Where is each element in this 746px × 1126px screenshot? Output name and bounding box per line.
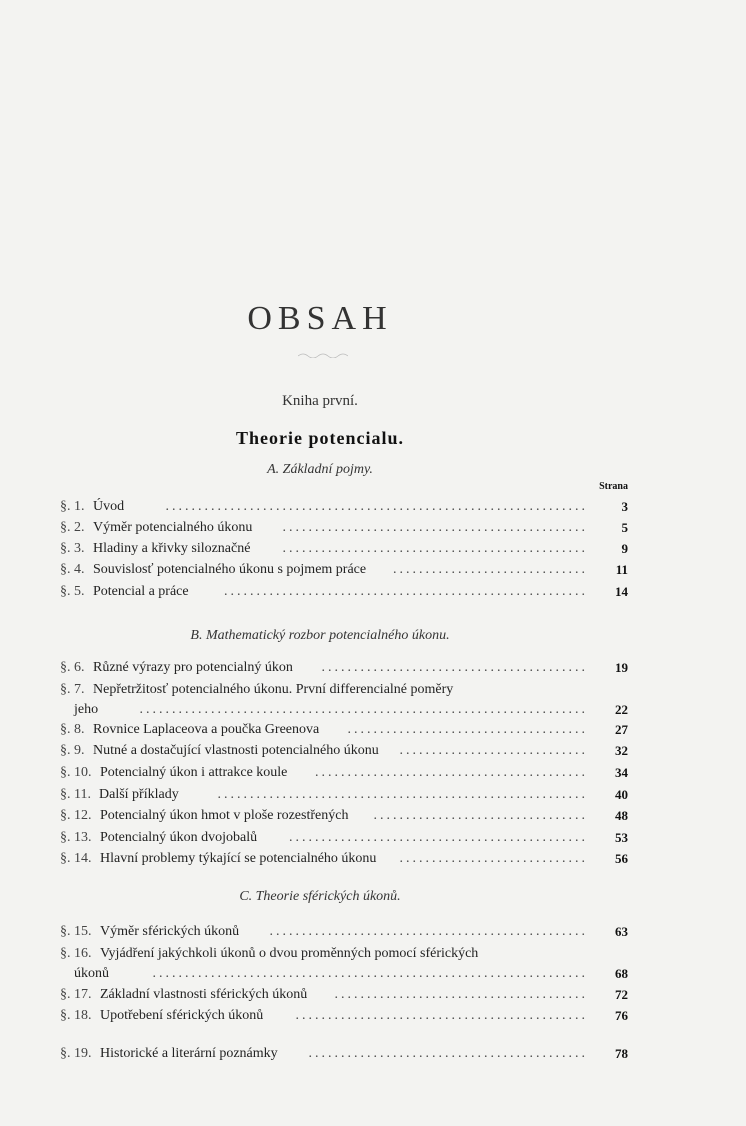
entry-title-continuation: jeho xyxy=(74,702,99,717)
dot-leader: ........................................... xyxy=(308,1046,588,1061)
dot-leader: .............................................. xyxy=(289,830,588,845)
entry-page: 63 xyxy=(615,924,628,939)
toc-entry xyxy=(60,680,628,700)
section-heading-a: A. Základní pojmy. xyxy=(267,462,373,477)
dot-leader: ..................................................................... xyxy=(139,702,588,717)
entry-page: 5 xyxy=(621,520,628,535)
dot-leader: ................................................................. xyxy=(165,499,588,514)
entry-page: 68 xyxy=(615,966,628,981)
entry-title: Upotřebení sférických úkonů xyxy=(100,1008,264,1023)
entry-title: Další příklady xyxy=(99,787,179,802)
dot-leader: .............................. xyxy=(393,562,588,577)
toc-entry xyxy=(60,741,628,761)
entry-number: §. 16. xyxy=(60,946,92,961)
entry-number: §. 10. xyxy=(60,765,92,780)
entry-page: 11 xyxy=(615,562,628,577)
toc-entry xyxy=(60,806,628,826)
toc-entry xyxy=(60,720,628,740)
entry-page: 32 xyxy=(615,743,628,758)
entry-title: Hlavní problemy týkající se potencialného úkonu xyxy=(100,851,377,866)
entry-number: §. 8. xyxy=(60,722,85,737)
entry-title: Rovnice Laplaceova a poučka Greenova xyxy=(93,722,320,737)
entry-title: Výměr sférických úkonů xyxy=(100,924,240,939)
page-column-label: Strana xyxy=(599,481,628,492)
part-title: Theorie potencialu. xyxy=(236,428,404,448)
entry-page: 22 xyxy=(615,702,628,717)
entry-number: §. 13. xyxy=(60,830,92,845)
dot-leader: ................................................................... xyxy=(152,966,588,981)
section-heading-b: B. Mathematický rozbor potencialného úkonu. xyxy=(190,628,450,643)
dot-leader: ............................................... xyxy=(282,541,588,556)
page-title: OBSAH xyxy=(247,300,393,337)
entry-title: Potencialný úkon i attrakce koule xyxy=(100,765,288,780)
entry-page: 34 xyxy=(615,765,628,780)
toc-entry xyxy=(60,944,628,964)
toc-entry xyxy=(60,658,628,678)
entry-page: 56 xyxy=(615,851,628,866)
toc-entry-continuation xyxy=(74,964,628,984)
dot-leader: ......................................... xyxy=(321,660,588,675)
entry-page: 48 xyxy=(615,808,628,823)
entry-title: Různé výrazy pro potencialný úkon xyxy=(93,660,293,675)
toc-entry xyxy=(60,560,628,580)
entry-number: §. 7. xyxy=(60,682,85,697)
toc-entry xyxy=(60,582,628,602)
entry-number: §. 3. xyxy=(60,541,85,556)
entry-page: 40 xyxy=(615,787,628,802)
entry-number: §. 15. xyxy=(60,924,92,939)
dot-leader: ................................. xyxy=(373,808,588,823)
dot-leader: .......................................... xyxy=(315,765,588,780)
toc-entry xyxy=(60,828,628,848)
entry-title: Souvislosť potencialného úkonu s pojmem práce xyxy=(93,562,367,577)
entry-page: 27 xyxy=(615,722,628,737)
toc-entry-continuation xyxy=(74,700,628,720)
dot-leader: ........................................................ xyxy=(224,584,588,599)
entry-title: Vyjádření jakýchkoli úkonů o dvou proměnných pomocí sférických xyxy=(100,946,479,961)
entry-number: §. 19. xyxy=(60,1046,92,1061)
toc-entry xyxy=(60,763,628,783)
entry-number: §. 18. xyxy=(60,1008,92,1023)
entry-title: Základní vlastnosti sférických úkonů xyxy=(100,987,308,1002)
dot-leader: ............................. xyxy=(399,743,588,758)
entry-number: §. 9. xyxy=(60,743,85,758)
entry-page: 19 xyxy=(615,660,628,675)
entry-page: 9 xyxy=(621,541,628,556)
entry-title: Úvod xyxy=(93,499,125,514)
entry-number: §. 12. xyxy=(60,808,92,823)
dot-leader: ......................................................... xyxy=(217,787,588,802)
entry-title: Nutné a dostačující vlastnosti potencialného úkonu xyxy=(93,743,379,758)
entry-page: 78 xyxy=(615,1046,628,1061)
toc-entry xyxy=(60,922,628,942)
toc-entry xyxy=(60,1044,628,1064)
dot-leader: ....................................... xyxy=(334,987,588,1002)
toc-entry xyxy=(60,539,628,559)
toc-entry xyxy=(60,1006,628,1026)
entry-page: 76 xyxy=(615,1008,628,1023)
dot-leader: ............................................... xyxy=(282,520,588,535)
entry-title: Výměr potencialného úkonu xyxy=(93,520,253,535)
entry-page: 3 xyxy=(621,499,628,514)
toc-entry xyxy=(60,785,628,805)
entry-title-continuation: úkonů xyxy=(74,966,109,981)
entry-title: Potencialný úkon dvojobalů xyxy=(100,830,258,845)
dot-leader: ................................................. xyxy=(269,924,588,939)
toc-entry xyxy=(60,497,628,517)
toc-entry xyxy=(60,985,628,1005)
entry-number: §. 2. xyxy=(60,520,85,535)
entry-page: 53 xyxy=(615,830,628,845)
entry-number: §. 4. xyxy=(60,562,85,577)
toc-entry xyxy=(60,849,628,869)
entry-title: Hladiny a křivky siloznačné xyxy=(93,541,251,556)
entry-number: §. 6. xyxy=(60,660,85,675)
entry-page: 72 xyxy=(615,987,628,1002)
entry-number: §. 1. xyxy=(60,499,85,514)
entry-title: Potencialný úkon hmot v ploše rozestřených xyxy=(100,808,349,823)
entry-title: Potencial a práce xyxy=(93,584,189,599)
dot-leader: ............................................. xyxy=(295,1008,588,1023)
toc-entry xyxy=(60,518,628,538)
entry-number: §. 14. xyxy=(60,851,92,866)
book-label: Kniha první. xyxy=(282,393,358,409)
entry-number: §. 5. xyxy=(60,584,85,599)
section-heading-c: C. Theorie sférických úkonů. xyxy=(239,889,401,904)
entry-number: §. 11. xyxy=(60,787,91,802)
dot-leader: ............................. xyxy=(399,851,588,866)
ornament-icon xyxy=(298,352,348,358)
dot-leader: ..................................... xyxy=(347,722,588,737)
entry-title: Historické a literární poznámky xyxy=(100,1046,278,1061)
entry-title: Nepřetržitosť potencialného úkonu. První differencialné poměry xyxy=(93,682,454,697)
entry-page: 14 xyxy=(615,584,628,599)
entry-number: §. 17. xyxy=(60,987,92,1002)
